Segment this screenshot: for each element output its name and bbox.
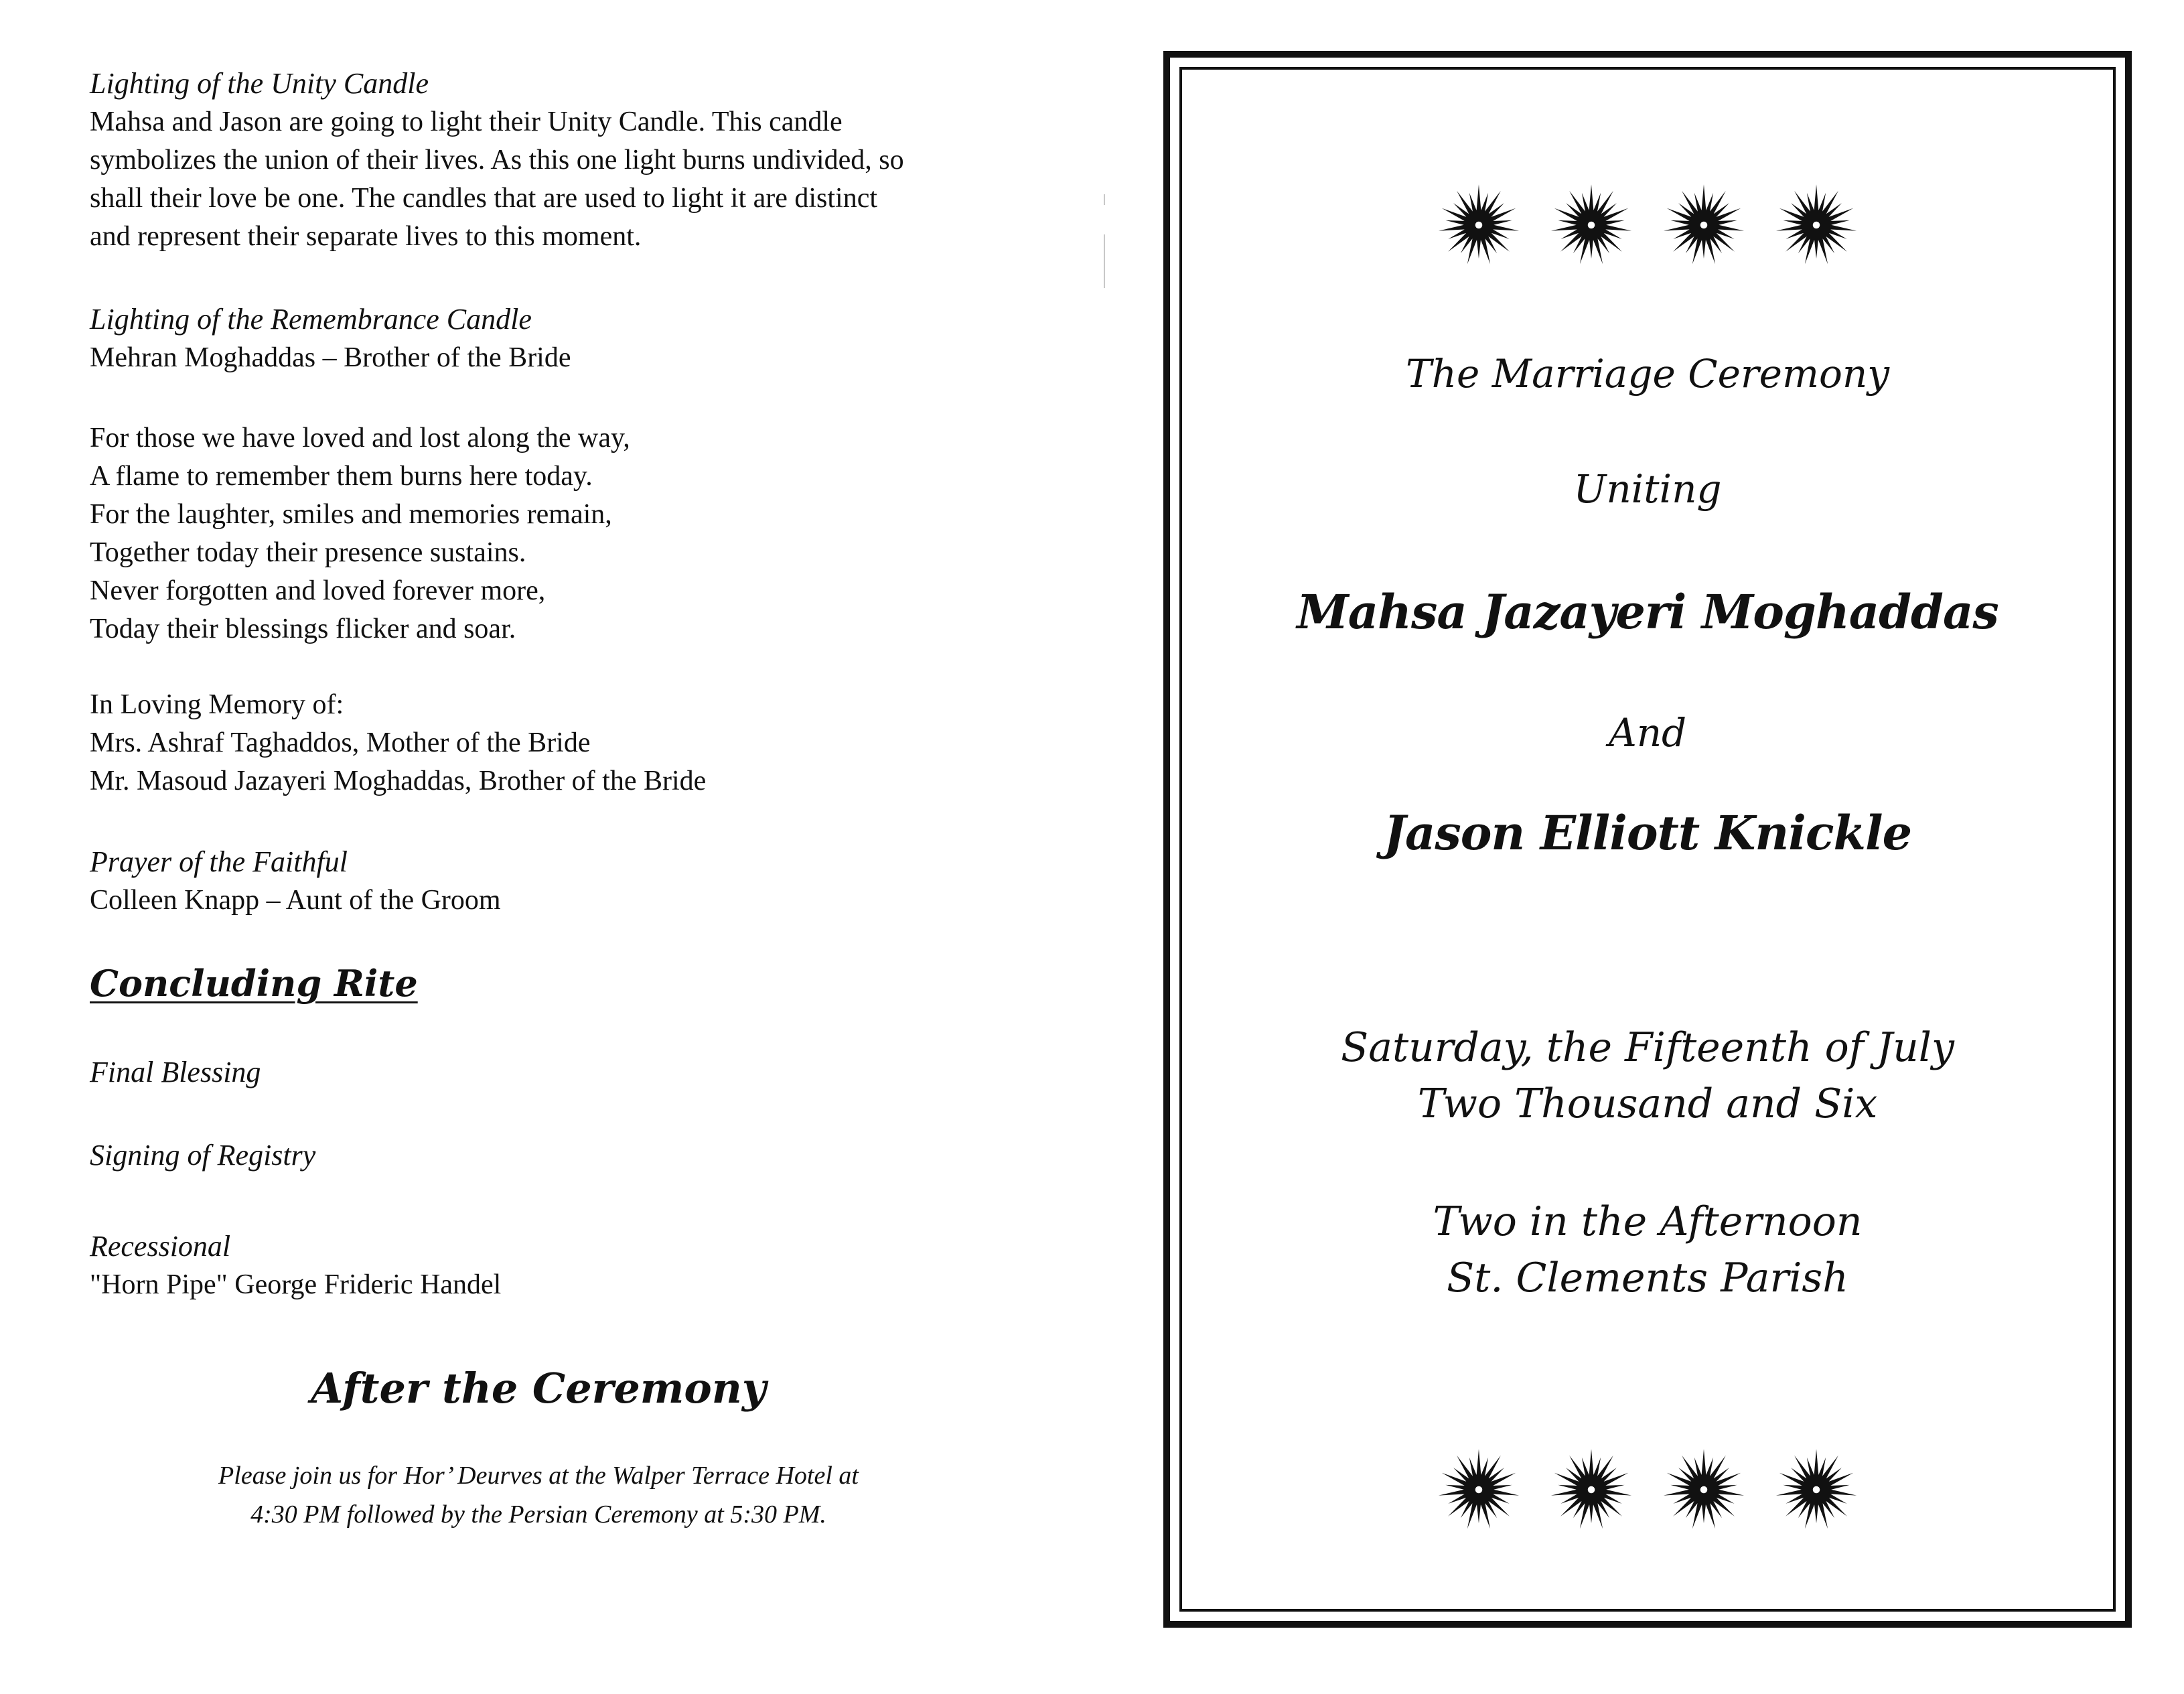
bottom-flower-row [1182,1445,2113,1534]
after-ceremony-heading: After the Ceremony [311,1364,766,1413]
flower-icon [1772,181,1861,269]
memory-name: Mr. Masoud Jazayeri Moghaddas, Brother of the Bride [90,766,707,796]
recessional-piece: "Horn Pipe" George Frideric Handel [90,1269,502,1300]
ceremony-time-place [1182,1194,2113,1306]
unity-candle-line: shall their love be one. The candles that are used to light it are distinct [90,183,878,214]
remembrance-candle-title: Lighting of the Remembrance Candle [90,303,532,336]
left-page [90,64,1041,1645]
remembrance-candle-section [90,300,1041,377]
ceremony-time: Two in the Afternoon [1433,1198,1863,1245]
poem-line: Today their blessings flicker and soar. [90,614,516,644]
poem-line: Together today their presence sustains. [90,537,526,568]
ceremony-date-line: Two Thousand and Six [1417,1080,1878,1127]
poem-line: For the laughter, smiles and memories remain, [90,499,612,530]
prayer-title: Prayer of the Faithful [90,845,348,878]
after-ceremony-note [90,1456,987,1534]
recessional-section [90,1227,1041,1304]
scan-mark [1104,234,1105,288]
memory-name: Mrs. Ashraf Taghaddos, Mother of the Bride [90,727,591,758]
ceremony-place: St. Clements Parish [1447,1255,1848,1301]
poem-line: A flame to remember them burns here today. [90,461,593,492]
after-ceremony-note-line: 4:30 PM followed by the Persian Ceremony at 5:30 PM. [250,1500,826,1529]
flower-icon [1547,181,1635,269]
unity-candle-line: Mahsa and Jason are going to light their Unity Candle. This candle [90,107,843,137]
concluding-rite-heading: Concluding Rite [90,962,418,1005]
final-blessing-title: Final Blessing [90,1056,261,1088]
ceremony-cover-card [1163,51,2132,1628]
flower-icon [1772,1445,1861,1534]
flower-icon [1435,1445,1523,1534]
ceremony-title: The Marriage Ceremony [1405,351,1890,397]
unity-candle-line: symbolizes the union of their lives. As this one light burns undivided, so [90,145,904,175]
and-label: And [1608,710,1687,756]
flower-icon [1547,1445,1635,1534]
signing-registry-section [90,1136,1041,1175]
flower-icon [1660,181,1748,269]
ceremony-cover-inner-border [1179,67,2116,1612]
groom-name: Jason Elliott Knickle [1383,805,1912,861]
ceremony-date-line: Saturday, the Fifteenth of July [1341,1024,1954,1071]
prayer-section [90,843,1041,920]
signing-registry-title: Signing of Registry [90,1139,316,1172]
unity-candle-section [90,64,1041,256]
remembrance-candle-reader: Mehran Moghaddas – Brother of the Bride [90,342,571,373]
bride-name: Mahsa Jazayeri Moghaddas [1297,584,1998,640]
scan-mark [1104,194,1105,205]
flower-icon [1435,181,1523,269]
memory-heading: In Loving Memory of: [90,689,344,720]
prayer-reader: Colleen Knapp – Aunt of the Groom [90,885,501,916]
ceremony-date [1182,1019,2113,1132]
in-loving-memory-section [90,686,1041,800]
top-flower-row [1182,181,2113,269]
uniting-label: Uniting [1573,466,1722,512]
recessional-title: Recessional [90,1230,231,1263]
poem-line: For those we have loved and lost along the way, [90,423,630,453]
flower-icon [1660,1445,1748,1534]
unity-candle-line: and represent their separate lives to this moment. [90,221,642,252]
after-ceremony-note-line: Please join us for Hor’ Deurves at the Walper Terrace Hotel at [218,1462,859,1490]
unity-candle-title: Lighting of the Unity Candle [90,67,429,100]
final-blessing-section [90,1053,1041,1092]
remembrance-poem [90,419,1041,648]
poem-line: Never forgotten and loved forever more, [90,575,546,606]
